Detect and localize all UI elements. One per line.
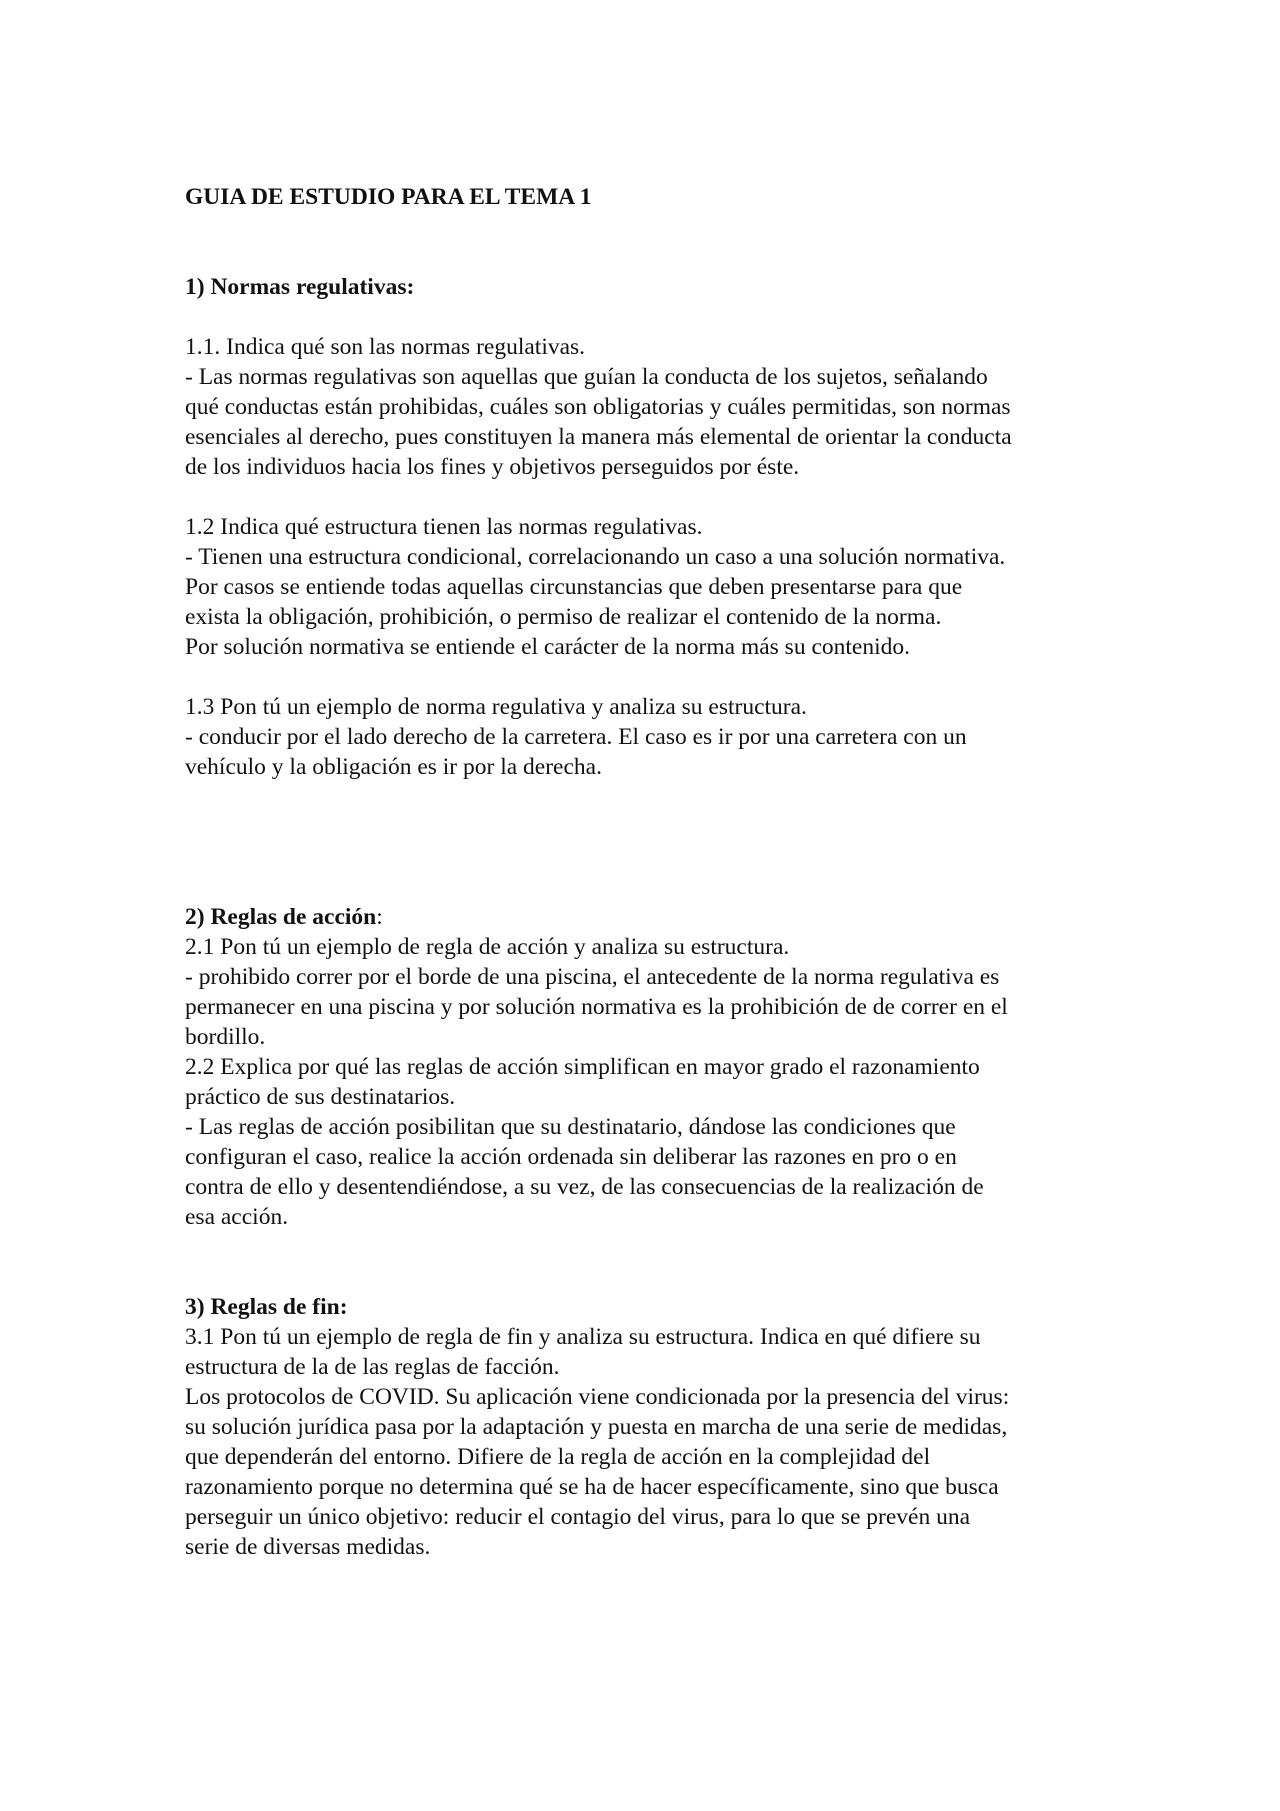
answer-line: - conducir por el lado derecho de la carretera. El caso es ir por una carretera con un — [185, 724, 967, 750]
answer-line: Por solución normativa se entiende el carácter de la norma más su contenido. — [185, 634, 910, 660]
section-heading — [185, 902, 1105, 932]
answer-line: serie de diversas medidas. — [185, 1534, 431, 1560]
question-1-3: 1.3 Pon tú un ejemplo de norma regulativa y analiza su estructura. — [185, 694, 807, 720]
question-1-2: 1.2 Indica qué estructura tienen las normas regulativas. — [185, 514, 703, 540]
answer-line: su solución jurídica pasa por la adaptación y puesta en marcha de una serie de medidas, — [185, 1414, 1008, 1440]
question-2-2-cont: práctico de sus destinatarios. — [185, 1084, 456, 1110]
answer-line: - Tienen una estructura condicional, correlacionando un caso a una solución normativa. — [185, 544, 1006, 570]
answer-line: esenciales al derecho, pues constituyen la manera más elemental de orientar la conducta — [185, 424, 1012, 450]
answer-line: Los protocolos de COVID. Su aplicación viene condicionada por la presencia del virus: — [185, 1384, 1010, 1410]
question-2-2: 2.2 Explica por qué las reglas de acción simplifican en mayor grado el razonamiento — [185, 1054, 980, 1080]
question-3-1-cont: estructura de la de las reglas de facción. — [185, 1354, 560, 1380]
answer-line: que dependerán del entorno. Difiere de la regla de acción en la complejidad del — [185, 1444, 931, 1470]
answer-line: - Las reglas de acción posibilitan que su destinatario, dándose las condiciones que — [185, 1114, 956, 1140]
section-reglas-de-fin — [185, 1292, 1105, 1562]
answer-line: exista la obligación, prohibición, o permiso de realizar el contenido de la norma. — [185, 604, 942, 630]
answer-line: contra de ello y desentendiéndose, a su vez, de las consecuencias de la realización de — [185, 1174, 984, 1200]
answer-line: esa acción. — [185, 1204, 289, 1230]
answer-line: bordillo. — [185, 1024, 266, 1050]
answer-line: - prohibido correr por el borde de una piscina, el antecedente de la norma regulativa es — [185, 964, 1000, 990]
answer-line: permanecer en una piscina y por solución normativa es la prohibición de de correr en el — [185, 994, 1008, 1020]
answer-line: qué conductas están prohibidas, cuáles son obligatorias y cuáles permitidas, son normas — [185, 394, 1011, 420]
section-heading: 3) Reglas de fin: — [185, 1294, 348, 1320]
answer-line: - Las normas regulativas son aquellas que guían la conducta de los sujetos, señalando — [185, 364, 988, 390]
answer-line: vehículo y la obligación es ir por la derecha. — [185, 754, 602, 780]
answer-line: Por casos se entiende todas aquellas circunstancias que deben presentarse para que — [185, 574, 963, 600]
page-title: GUIA DE ESTUDIO PARA EL TEMA 1 — [185, 184, 592, 210]
section-heading: 1) Normas regulativas: — [185, 274, 415, 300]
section-heading-text: 2) Reglas de acción — [185, 904, 377, 930]
question-2-1: 2.1 Pon tú un ejemplo de regla de acción y analiza su estructura. — [185, 934, 790, 960]
question-3-1: 3.1 Pon tú un ejemplo de regla de fin y analiza su estructura. Indica en qué difiere su — [185, 1324, 981, 1350]
answer-line: razonamiento porque no determina qué se ha de hacer específicamente, sino que busca — [185, 1474, 999, 1500]
document-content — [185, 182, 1105, 1562]
answer-line: configuran el caso, realice la acción ordenada sin deliberar las razones en pro o en — [185, 1144, 957, 1170]
section-heading-colon: : — [376, 904, 383, 930]
section-reglas-de-accion — [185, 902, 1105, 1232]
section-normas-regulativas — [185, 272, 1105, 782]
answer-line: perseguir un único objetivo: reducir el contagio del virus, para lo que se prevén una — [185, 1504, 971, 1530]
question-1-1: 1.1. Indica qué son las normas regulativas. — [185, 334, 586, 360]
answer-line: de los individuos hacia los fines y objetivos perseguidos por éste. — [185, 454, 800, 480]
